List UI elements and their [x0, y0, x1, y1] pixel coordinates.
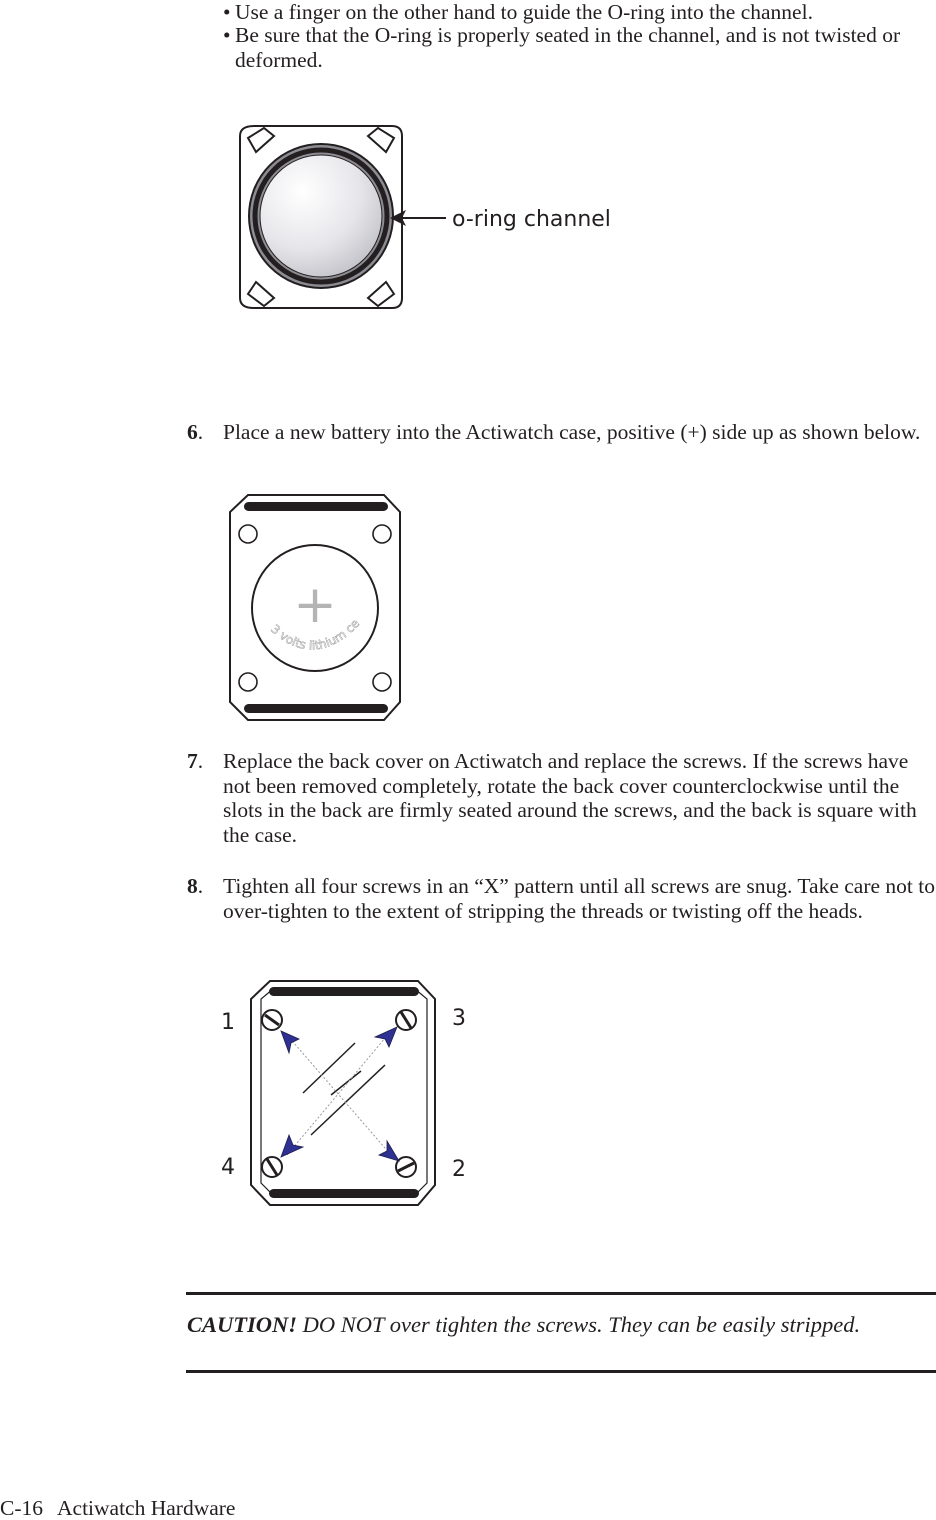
- screw-pattern-figure: [215, 975, 475, 1215]
- caution-rule-top: [186, 1292, 936, 1295]
- step-text: Tighten all four screws in an “X” pattern until all screws are snug. Take care not to over-tighten to the extent of stripping the threads or twisting off the heads.: [223, 874, 935, 923]
- step-number: 7.: [187, 749, 204, 773]
- screw-label-2: 2: [452, 1157, 466, 1182]
- strap-slot-top: [269, 987, 419, 996]
- bullet-text-1: Use a finger on the other hand to guide the O-ring into the channel.: [235, 0, 813, 24]
- bullet-dot: •: [223, 0, 231, 24]
- page-number: C-16: [0, 1496, 43, 1520]
- bullet-text-2: Be sure that the O-ring is properly seated in the channel, and is not twisted or deformed.: [235, 23, 901, 72]
- step-8: [187, 874, 936, 923]
- caution-lead: CAUTION!: [187, 1312, 298, 1337]
- screw-4: [262, 1157, 282, 1177]
- screw-1: [262, 1010, 282, 1030]
- step-text: Place a new battery into the Actiwatch case, positive (+) side up as shown below.: [223, 420, 921, 444]
- bullet-item-1: [223, 0, 933, 25]
- o-ring-channel-label: o-ring channel: [452, 207, 611, 232]
- step-6: [187, 420, 936, 445]
- battery-plus-sign: +: [293, 575, 337, 635]
- screw-2: [396, 1157, 416, 1177]
- battery-placement-figure: [226, 492, 406, 724]
- strap-slot-bottom: [244, 704, 388, 713]
- caution-text: DO NOT over tighten the screws. They can be easily stripped.: [297, 1312, 861, 1337]
- strap-slot-bottom: [269, 1189, 419, 1198]
- step-text: Replace the back cover on Actiwatch and replace the screws. If the screws have not been removed completely, rotate the back cover counterclockwise until the slots in the back are firmly seated around the screws, and the back is square with the case.: [223, 749, 917, 847]
- page-footer: [0, 1496, 235, 1520]
- screw-label-3: 3: [452, 1006, 466, 1031]
- step-number: 8.: [187, 874, 204, 898]
- bullet-dot: •: [223, 23, 231, 47]
- battery-label: 3 volts lithium ce: [268, 616, 363, 653]
- screw-label-1: 1: [221, 1010, 235, 1035]
- step-7: [187, 749, 936, 847]
- caution-rule-bottom: [186, 1370, 936, 1373]
- section-title: Actiwatch Hardware: [57, 1496, 236, 1520]
- screw-label-4: 4: [221, 1155, 235, 1180]
- strap-slot-top: [244, 502, 388, 511]
- screw-3: [396, 1010, 416, 1030]
- step-number: 6.: [187, 420, 204, 444]
- caution-note: [187, 1312, 860, 1338]
- battery-cap: [260, 155, 382, 277]
- o-ring-channel-figure: [230, 118, 630, 318]
- bullet-item-2: [223, 23, 933, 72]
